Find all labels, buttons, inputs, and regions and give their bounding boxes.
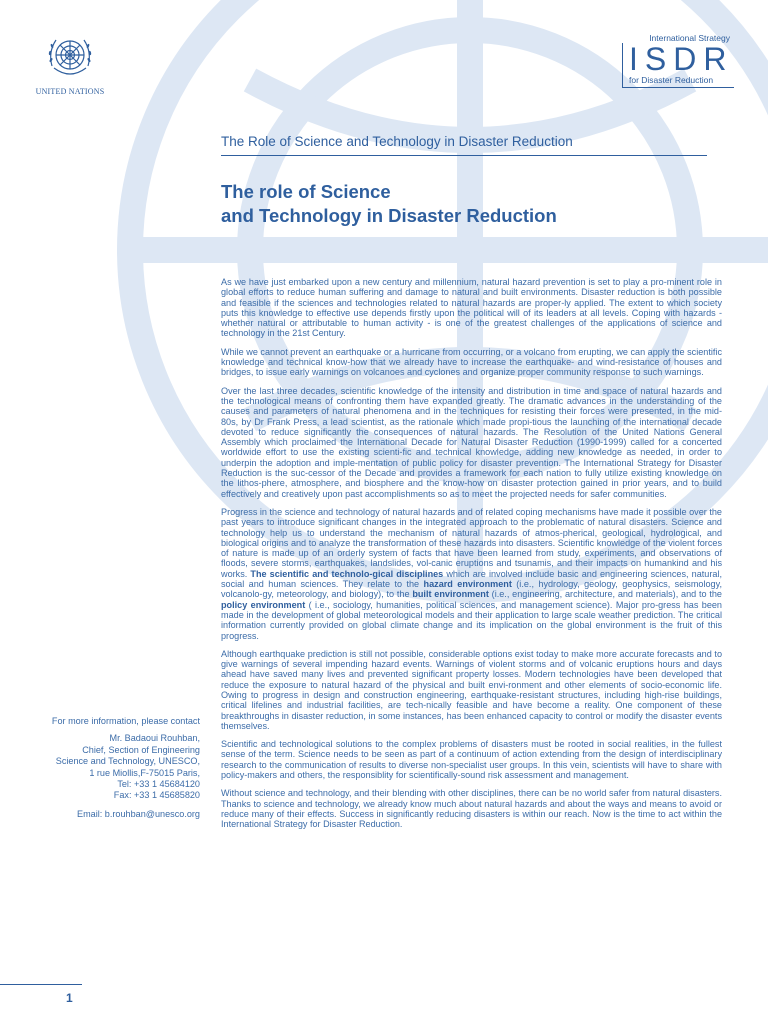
body-paragraph xyxy=(221,386,722,499)
emphasis-term: policy environment xyxy=(221,599,306,610)
paragraph-text: Scientific and technological solutions to the complex problems of disasters must be rooted in social realities, in the fullest sense of the term. Science needs to be seen as part of a continuum of action extending from the design of interdisciplinary research to the communication of results to diverse non-specialist user groups. In this vein, scientists will have to share with policy-makers and others, the responsiblity for scientifically-sound risk assessment and management. xyxy=(221,739,722,781)
paragraph-text: Although earthquake prediction is still not possible, considerable options exist today to make more accurate forecasts and to give warnings of several impending hazard events. Warnings of violent storms and of volcanic eruptions hours and days ahead have saved many lives and prevented significant property losses. Modern technologies have been developed that reduce the exposure to natural hazard of the physical and built envi-ronment and other elements of socio-economic life. Owing to progress in design and construction engineering, earthquake-resistant structures, including high-rise buildings, critical lifelines and industrial facilities, are tech-nically feasible and have become a reality. One component of these breakthroughs in disaster reduction, in some instances, has been enhanced capacity to control or modify the disaster events themselves. xyxy=(221,648,722,731)
emphasis-term: built environment xyxy=(412,589,489,600)
paragraph-text: Over the last three decades, scientific knowledge of the intensity and distribution in time and space of natural hazards and the technological means of confronting them have expanded greatly. The dramatic advances in the understanding of the causes and parameters of natural phenomena and in the techniques for resisting their forces were presented, in the mid-80s, by Dr Frank Press, a lead scientist, as the rationale which made propi-tious the launching of the international decade devoted to reduce significantly the consequences of natural hazards. The Resolution of the United Nations General Assembly which proclaimed the International Decade for Natural Disaster Reduction (1990-1999) called for a concerted worldwide effort to use the existing scienti-fic and technical knowledge, adding new knowledge as needed, in order to underpin the adoption and imple-mentation of public policy for disaster prevention. The International Strategy for Disaster Reduction is the suc-cessor of the Decade and provides a framework for each nation to fully utilize existing knowledge on the lithos-phere, atmosphere, and biosphere and the know-how on disaster protection gained in prior years, and to build effectively and creatively upon past accomplishments so as to meet the projected needs for safer communities. xyxy=(221,385,722,499)
article-body xyxy=(221,277,722,838)
page-title xyxy=(221,180,557,228)
isdr-logo-subtitle: for Disaster Reduction xyxy=(629,75,714,85)
contact-line: Chief, Section of Engineering xyxy=(82,744,200,755)
emphasis-term: The scientific and technolo-gical disciplines xyxy=(250,568,444,579)
paragraph-text: While we cannot prevent an earthquake or a hurricane from occurring, or a volcano from erupting, we can apply the scientific knowledge and technical know-how that we already have to increase the earthquake- and wind-resistance of houses and bridges, to issue early warnings on volcanoes and cyclones and organize proper community response to such warnings. xyxy=(221,346,722,378)
contact-email: Email: b.rouhban@unesco.org xyxy=(77,808,200,819)
contact-line: Tel: +33 1 45684120 xyxy=(117,779,200,790)
contact-intro: For more information, please contact xyxy=(51,716,200,726)
un-logo-text: UNITED NATIONS xyxy=(35,87,105,96)
isdr-logo-letters: ISDR xyxy=(629,41,734,77)
body-paragraph xyxy=(221,649,722,731)
paragraph-text: ( i.e., sociology, humanities, political sciences, and management science). Major pro-gress has been made in the development of global meteorological models and their application to large scale weather prediction. The critical information currently provided on global climate change and its implication on the global environment is the fruit of this progress. xyxy=(221,599,722,641)
contact-line: Science and Technology, UNESCO, xyxy=(55,756,200,767)
body-paragraph xyxy=(221,739,722,780)
page-number: 1 xyxy=(66,991,73,1005)
page-title-line-1: The role of Science xyxy=(221,181,391,202)
body-paragraph xyxy=(221,347,722,378)
isdr-logo xyxy=(622,33,734,88)
isdr-logo-top-text: International Strategy xyxy=(649,33,730,43)
body-paragraph xyxy=(221,788,722,829)
paragraph-text: Progress in the science and technology of natural hazards and of related coping mechanisms have made it possible over the past years to introduce significant changes in the integrated approach to the problematic of natural disasters. Science and technology help us to understand the mechanism of natural hazards of atmos-pherical, geological, hydrological, and biological origins and to analyze the transformation of these hazards into disasters. Scientific knowledge of the violent forces of nature is made up of an orderly system of facts that have been learned from study, experiments, and observations of floods, severe storms, earthquakes, landslides, vol-canic eruptions and tsunamis, and their impacts on humankind and his works. xyxy=(221,506,722,579)
body-paragraph xyxy=(221,277,722,339)
emphasis-term: hazard environment xyxy=(423,579,512,590)
paragraph-text: As we have just embarked upon a new century and millennium, natural hazard prevention is set to play a pro-minent role in global efforts to reduce human suffering and damage to natural and built environments. Disaster reduction is both possible and feasible if the sciences and technologies related to natural hazards are proper-ly applied. The extent to which society puts this knowledge to effective use depends firstly upon the political will of its leaders at all levels. Coping with hazards - whether natural or attributable to human activity - is one of the greatest challenges of the applications of science and technology in the 21st Century. xyxy=(221,277,722,339)
contact-block xyxy=(18,716,200,820)
paragraph-text: (i.e., engineering, architecture, and materials), and to the xyxy=(488,589,722,600)
running-head: The Role of Science and Technology in Disaster Reduction xyxy=(221,134,707,156)
contact-line: Fax: +33 1 45685820 xyxy=(113,790,200,801)
un-emblem-icon xyxy=(42,28,98,84)
paragraph-text: which are involved include basic and engineering sciences, natural, social and human sciences. They relate to the xyxy=(221,568,722,590)
contact-line: 1 rue Miollis,F-75015 Paris, xyxy=(89,767,200,778)
page-title-line-2: and Technology in Disaster Reduction xyxy=(221,205,557,226)
paragraph-text: Without science and technology, and their blending with other disciplines, there can be no world safer from natural disasters. Thanks to science and technology, we already know much about natural hazards and about the ways and means to avoid or reduce many of their effects. Success in significantly reducing disasters is within our reach. Now is the time to act within the International Strategy for Disaster Reduction. xyxy=(221,788,722,830)
footer-rule xyxy=(0,984,82,985)
un-logo xyxy=(30,28,110,96)
isdr-logo-box xyxy=(622,43,734,88)
paragraph-text: (i.e., hydrology, geology, geophysics, seismology, volcanolo-gy, meteorology, and biology), to the xyxy=(221,579,722,600)
contact-line: Mr. Badaoui Rouhban, xyxy=(109,733,200,744)
body-paragraph xyxy=(221,507,722,641)
